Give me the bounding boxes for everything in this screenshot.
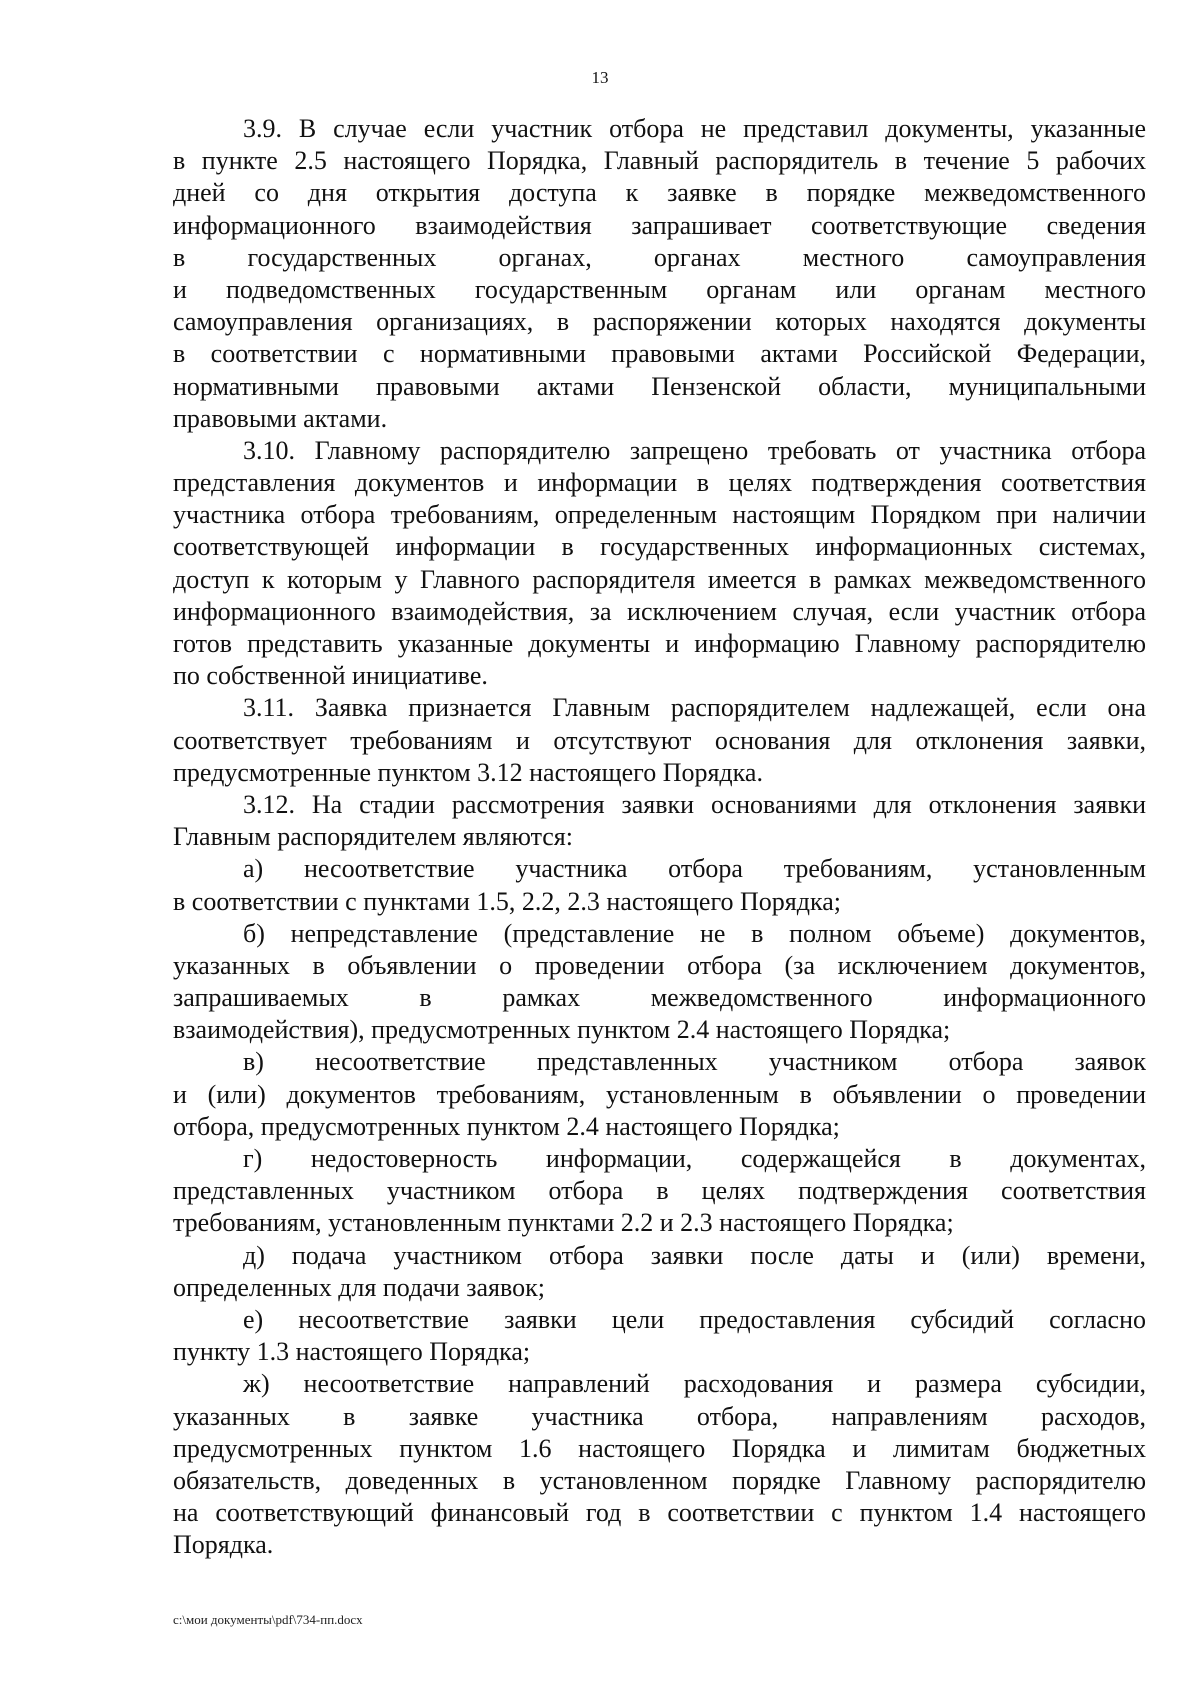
text-line: г) недостоверность информации, содержащейся в документах, <box>243 1144 1146 1173</box>
text-line: взаимодействия), предусмотренных пунктом 2.4 настоящего Порядка; <box>173 1015 951 1045</box>
text-line: в пункте 2.5 настоящего Порядка, Главный распорядитель в течение 5 рабочих <box>173 146 1146 176</box>
text-line: самоуправления организациях, в распоряжении которых находятся документы <box>173 307 1146 337</box>
text-line: Порядка. <box>173 1530 274 1560</box>
text-line: на соответствующий финансовый год в соответствии с пунктом 1.4 настоящего <box>173 1498 1146 1528</box>
text-line: по собственной инициативе. <box>173 661 488 691</box>
text-line: и (или) документов требованиям, установленным в объявлении о проведении <box>173 1079 1146 1109</box>
text-line: информационного взаимодействия запрашивает соответствующие сведения <box>173 210 1146 240</box>
text-line: соответствующей информации в государственных информационных системах, <box>173 532 1146 562</box>
text-line: указанных в заявке участника отбора, направлениям расходов, <box>173 1401 1146 1431</box>
text-line: в соответствии с пунктами 1.5, 2.2, 2.3 настоящего Порядка; <box>173 886 841 916</box>
text-line: е) несоответствие заявки цели предоставления субсидий согласно <box>243 1304 1146 1334</box>
text-line: в государственных органах, органах местного самоуправления <box>173 242 1146 272</box>
text-line: представленных участником отбора в целях подтверждения соответствия <box>173 1176 1146 1206</box>
document-body <box>173 113 1146 1561</box>
text-line: в соответствии с нормативными правовыми актами Российской Федерации, <box>173 339 1146 369</box>
text-line: б) непредставление (представление не в полном объеме) документов, <box>243 918 1146 948</box>
text-line: правовыми актами. <box>173 403 388 433</box>
text-line: 3.12. На стадии рассмотрения заявки основаниями для отклонения заявки <box>243 789 1146 819</box>
text-line: д) подача участником отбора заявки после даты и (или) времени, <box>243 1240 1146 1270</box>
text-line: информационного взаимодействия, за исключением случая, если участник отбора <box>173 596 1146 626</box>
text-line: представления документов и информации в целях подтверждения соответствия <box>173 468 1146 498</box>
text-line: предусмотренные пунктом 3.12 настоящего Порядка. <box>173 757 763 787</box>
text-line: Главным распорядителем являются: <box>173 822 573 852</box>
text-line: дней со дня открытия доступа к заявке в порядке межведомственного <box>173 178 1146 208</box>
text-line: доступ к которым у Главного распорядителя имеется в рамках межведомственного <box>173 564 1146 594</box>
text-line: требованиям, установленным пунктами 2.2 и 2.3 настоящего Порядка; <box>173 1208 954 1238</box>
text-line: нормативными правовыми актами Пензенской области, муниципальными <box>173 371 1146 401</box>
text-line: ж) несоответствие направлений расходования и размера субсидии, <box>243 1369 1146 1399</box>
text-line: 3.11. Заявка признается Главным распорядителем надлежащей, если она <box>243 693 1146 723</box>
text-line: готов представить указанные документы и информацию Главному распорядителю <box>173 629 1146 658</box>
text-line: участника отбора требованиям, определенным настоящим Порядком при наличии <box>173 500 1146 530</box>
text-line: отбора, предусмотренных пунктом 2.4 настоящего Порядка; <box>173 1111 840 1141</box>
text-line: и подведомственных государственным органам или органам местного <box>173 274 1146 304</box>
text-line: 3.9. В случае если участник отбора не представил документы, указанные <box>243 114 1146 143</box>
text-line: а) несоответствие участника отбора требованиям, установленным <box>243 854 1146 884</box>
text-line: указанных в объявлении о проведении отбора (за исключением документов, <box>173 950 1146 980</box>
text-line: определенных для подачи заявок; <box>173 1272 545 1302</box>
text-line: предусмотренных пунктом 1.6 настоящего Порядка и лимитам бюджетных <box>173 1433 1146 1463</box>
text-line: пункту 1.3 настоящего Порядка; <box>173 1337 531 1367</box>
text-line: запрашиваемых в рамках межведомственного информационного <box>173 983 1146 1013</box>
text-line: соответствует требованиям и отсутствуют основания для отклонения заявки, <box>173 725 1146 755</box>
page-number: 13 <box>591 68 609 87</box>
text-line: в) несоответствие представленных участником отбора заявок <box>243 1047 1146 1077</box>
footer-file-path: c:\мои документы\pdf\734-пп.docx <box>173 1612 363 1627</box>
text-line: обязательств, доведенных в установленном порядке Главному распорядителю <box>173 1465 1146 1495</box>
text-line: 3.10. Главному распорядителю запрещено требовать от участника отбора <box>243 435 1146 465</box>
